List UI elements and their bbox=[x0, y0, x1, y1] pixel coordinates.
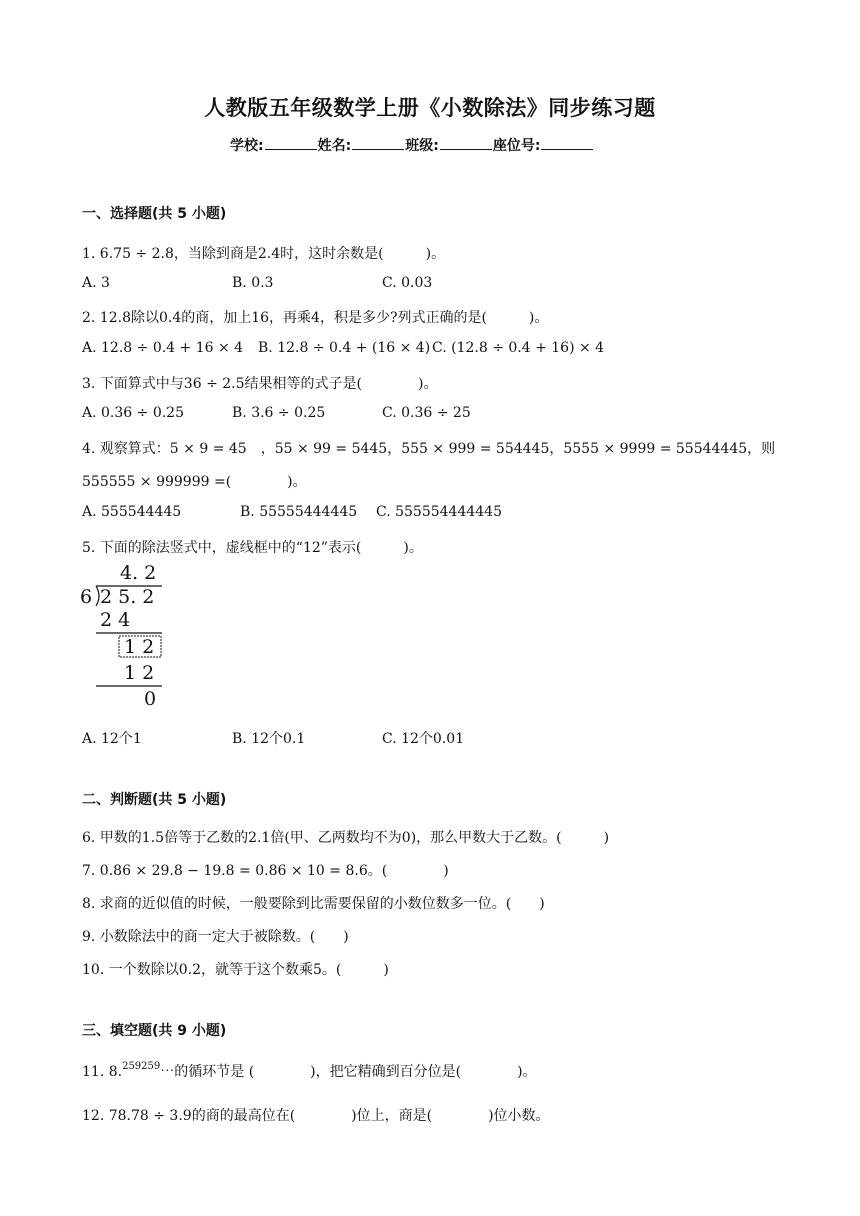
ld-quotient: 4. 2 bbox=[120, 562, 157, 584]
school-label: 学校: bbox=[230, 138, 264, 154]
q1-option-b[interactable]: B. 0.3 bbox=[232, 275, 274, 291]
seat-blank[interactable] bbox=[541, 137, 593, 150]
question-7: 7. 0.86 × 29.8 − 19.8 = 0.86 × 10 = 8.6。( ) bbox=[82, 863, 449, 879]
q1-option-a[interactable]: A. 3 bbox=[82, 275, 110, 291]
question-2: 2. 12.8除以0.4的商，加上16，再乘4，积是多少?列式正确的是( )。 bbox=[82, 310, 549, 326]
ld-step-3: 1 2 bbox=[124, 662, 155, 684]
page-title: 人教版五年级数学上册《小数除法》同步练习题 bbox=[204, 96, 656, 120]
section-judge-heading: 二、判断题(共 5 小题) bbox=[82, 792, 227, 808]
q3-option-c[interactable]: C. 0.36 ÷ 25 bbox=[382, 405, 471, 421]
q3-option-b[interactable]: B. 3.6 ÷ 0.25 bbox=[232, 405, 326, 421]
q4-option-a[interactable]: A. 555544445 bbox=[82, 504, 182, 520]
q5-option-c[interactable]: C. 12个0.01 bbox=[382, 731, 465, 747]
seat-label: 座位号: bbox=[492, 138, 541, 154]
student-info-line bbox=[230, 135, 594, 155]
q5-option-b[interactable]: B. 12个0.1 bbox=[232, 731, 306, 747]
q5-option-a[interactable]: A. 12个1 bbox=[82, 731, 142, 747]
school-blank[interactable] bbox=[265, 137, 317, 150]
long-division-svg bbox=[78, 560, 188, 710]
question-1: 1. 6.75 ÷ 2.8，当除到商是2.4时，这时余数是( )。 bbox=[82, 246, 446, 262]
q11-prefix: 11. 8. bbox=[82, 1064, 123, 1080]
q4-option-b[interactable]: B. 55555444445 bbox=[240, 504, 358, 520]
ld-bracket-curve bbox=[96, 586, 99, 606]
q4-option-c[interactable]: C. 555554444445 bbox=[376, 504, 502, 520]
question-4-line-1: 4. 观察算式：5 × 9 = 45 ，55 × 99 = 5445，555 × 999 = 554445，5555 × 9999 = 55544445，则 bbox=[82, 441, 776, 457]
question-5: 5. 下面的除法竖式中，虚线框中的“12”表示( )。 bbox=[82, 540, 423, 556]
name-label: 姓名: bbox=[317, 138, 352, 154]
question-12: 12. 78.78 ÷ 3.9的商的最高位在( )位上，商是( )位小数。 bbox=[82, 1108, 550, 1124]
question-4-line-2: 555555 × 999999 =( )。 bbox=[82, 474, 307, 490]
q11-suffix: ⋯的循环节是 ( )，把它精确到百分位是( )。 bbox=[160, 1064, 537, 1080]
q1-option-c[interactable]: C. 0.03 bbox=[382, 275, 433, 291]
question-11 bbox=[82, 1061, 537, 1081]
ld-divisor: 6 bbox=[80, 586, 93, 608]
question-3: 3. 下面算式中与36 ÷ 2.5结果相等的式子是( )。 bbox=[82, 376, 438, 392]
q3-option-a[interactable]: A. 0.36 ÷ 0.25 bbox=[82, 405, 184, 421]
ld-remainder: 0 bbox=[144, 688, 157, 710]
class-blank[interactable] bbox=[440, 137, 492, 150]
question-6: 6. 甲数的1.5倍等于乙数的2.1倍(甲、乙两数均不为0)，那么甲数大于乙数。( ) bbox=[82, 830, 610, 846]
question-8: 8. 求商的近似值的时候，一般要除到比需要保留的小数位数多一位。( ) bbox=[82, 896, 545, 912]
q2-option-c[interactable]: C. (12.8 ÷ 0.4 + 16) × 4 bbox=[432, 340, 605, 356]
q11-repeating-digits: 259259 bbox=[122, 1061, 161, 1072]
question-9: 9. 小数除法中的商一定大于被除数。( ) bbox=[82, 929, 349, 945]
class-label: 班级: bbox=[405, 138, 439, 154]
ld-step-2: 1 2 bbox=[124, 636, 155, 658]
q2-option-b[interactable]: B. 12.8 ÷ 0.4 + (16 × 4) bbox=[258, 340, 431, 356]
section-fill-heading: 三、填空题(共 9 小题) bbox=[82, 1023, 227, 1039]
name-blank[interactable] bbox=[352, 137, 404, 150]
section-choice-heading: 一、选择题(共 5 小题) bbox=[82, 206, 227, 222]
long-division-diagram bbox=[78, 560, 188, 710]
ld-step-1: 2 4 bbox=[100, 609, 131, 631]
question-10: 10. 一个数除以0.2，就等于这个数乘5。( ) bbox=[82, 962, 389, 978]
q2-option-a[interactable]: A. 12.8 ÷ 0.4 + 16 × 4 bbox=[82, 340, 244, 356]
ld-dividend: 2 5. 2 bbox=[100, 586, 155, 608]
